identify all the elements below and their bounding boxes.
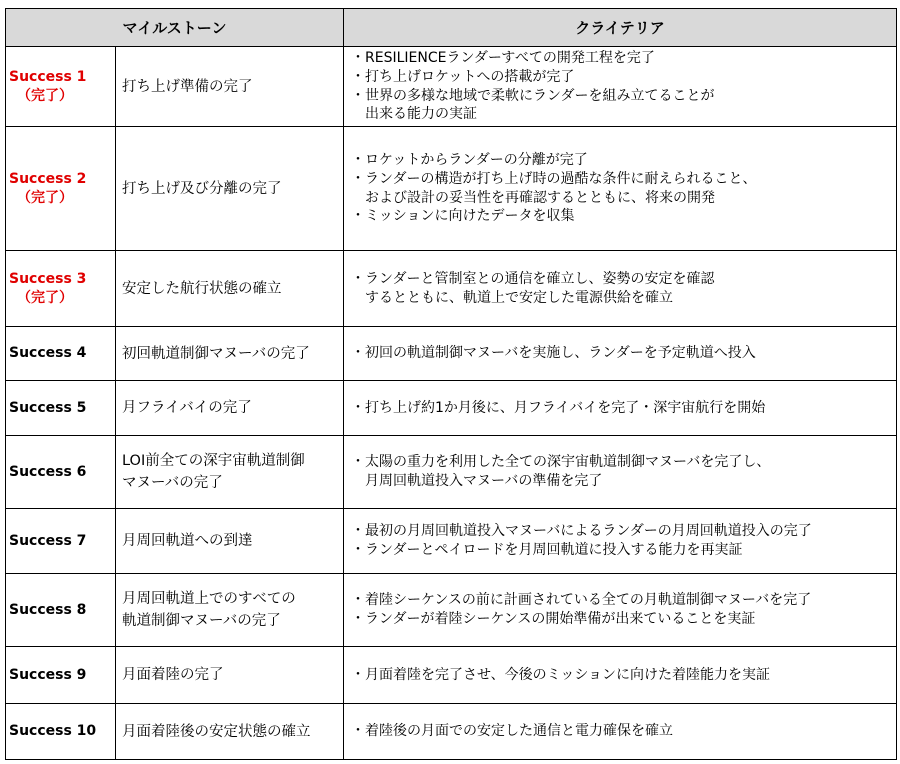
criteria-cell (344, 251, 897, 327)
success-id: Success 3 (9, 270, 87, 287)
milestone-cell (116, 47, 344, 127)
criteria-cell (344, 647, 897, 704)
milestone-cell (116, 327, 344, 381)
success-id-cell (6, 574, 116, 647)
criteria-line: 出来る能力の実証 (365, 106, 478, 123)
milestone-text: 初回軌道制御マヌーバの完了 (122, 345, 310, 362)
table-row (6, 647, 897, 704)
success-id-cell (6, 381, 116, 436)
milestone-text: 軌道制御マヌーバの完了 (122, 613, 281, 629)
header-criteria: クライテリア (344, 9, 897, 47)
criteria-cell (344, 381, 897, 436)
header-milestone: マイルストーン (6, 9, 344, 47)
criteria-line: 月周回軌道投入マヌーバの準備を完了 (365, 473, 603, 489)
milestone-cell (116, 647, 344, 704)
table-row (6, 127, 897, 251)
success-id-cell (6, 251, 116, 327)
milestone-cell (116, 436, 344, 509)
criteria-line: ・ 打ち上げ約1か月後に、月フライバイを完了・深宇宙航行を開始 (351, 399, 896, 418)
table-row (6, 509, 897, 574)
success-id: Success 8 (9, 601, 87, 618)
success-id-cell (6, 704, 116, 760)
criteria-cell (344, 127, 897, 251)
success-id-cell (6, 127, 116, 251)
milestone-text: 月周回軌道への到達 (122, 533, 253, 549)
milestone-table (5, 8, 897, 760)
milestone-cell (116, 704, 344, 760)
milestone-text: 月面着陸の完了 (122, 667, 224, 683)
status-badge: （完了） (17, 87, 73, 104)
criteria-cell (344, 327, 897, 381)
success-id-cell (6, 436, 116, 509)
milestone-cell (116, 509, 344, 574)
table-row (6, 381, 897, 436)
status-badge: （完了） (17, 189, 73, 206)
success-id-cell (6, 327, 116, 381)
success-id-cell (6, 647, 116, 704)
criteria-line: ・ 着陸後の月面での安定した通信と電力確保を確立 (351, 722, 896, 741)
criteria-line: ・ ミッションに向けたデータを収集 (351, 207, 896, 226)
criteria-line: するとともに、軌道上で安定した電源供給を確立 (365, 289, 674, 306)
success-id: Success 4 (9, 345, 87, 361)
table-row (6, 251, 897, 327)
success-id: Success 7 (9, 532, 87, 549)
criteria-line: ・ ランダーとペイロードを月周回軌道に投入する能力を再実証 (351, 541, 896, 560)
criteria-cell (344, 47, 897, 127)
success-id: Success 2 (9, 170, 87, 187)
success-id: Success 1 (9, 68, 87, 85)
criteria-line: ・ ランダーの構造が打ち上げ時の過酷な条件に耐えられること、 (351, 170, 896, 189)
criteria-line: および設計の妥当性を再確認するとともに、将来の開発 (365, 189, 716, 206)
milestone-text: 打ち上げ及び分離の完了 (122, 180, 282, 197)
criteria-line: ・ 太陽の重力を利用した全ての深宇宙軌道制御マヌーバを完了し、 (351, 453, 896, 472)
criteria-line: ・ 世界の多様な地域で柔軟にランダーを組み立てることが (351, 87, 896, 106)
milestone-text: 安定した航行状態の確立 (122, 280, 282, 297)
milestone-cell (116, 381, 344, 436)
milestone-table-container (5, 8, 897, 760)
milestone-cell (116, 127, 344, 251)
table-row (6, 436, 897, 509)
criteria-cell (344, 509, 897, 574)
milestone-text: 月周回軌道上でのすべての (122, 591, 296, 607)
criteria-cell (344, 436, 897, 509)
milestone-text: 月面着陸後の安定状態の確立 (122, 723, 311, 740)
criteria-line: ・ ランダーが着陸シーケンスの開始準備が出来ていることを実証 (351, 610, 896, 629)
criteria-line: ・ ロケットからランダーの分離が完了 (351, 151, 896, 170)
success-id-cell (6, 509, 116, 574)
success-id: Success 10 (9, 723, 97, 739)
criteria-cell (344, 704, 897, 760)
success-id: Success 5 (9, 399, 87, 416)
milestone-text: マヌーバの完了 (122, 475, 223, 491)
milestone-text: LOI前全ての深宇宙軌道制御 (122, 453, 305, 469)
criteria-line: ・ 初回の軌道制御マヌーバを実施し、ランダーを予定軌道へ投入 (351, 344, 896, 363)
criteria-line: ・ 着陸シーケンスの前に計画されている全ての月軌道制御マヌーバを完了 (351, 591, 896, 610)
success-id: Success 9 (9, 666, 87, 683)
table-row (6, 47, 897, 127)
milestone-text: 月フライバイの完了 (122, 400, 252, 416)
table-row (6, 327, 897, 381)
table-body (6, 47, 897, 760)
criteria-line: ・ 最初の月周回軌道投入マヌーバによるランダーの月周回軌道投入の完了 (351, 522, 896, 541)
criteria-cell (344, 574, 897, 647)
milestone-cell (116, 251, 344, 327)
criteria-line: ・ 月面着陸を完了させ、今後のミッションに向けた着陸能力を実証 (351, 666, 896, 685)
success-id-cell (6, 47, 116, 127)
success-id: Success 6 (9, 463, 87, 480)
milestone-text: 打ち上げ準備の完了 (122, 78, 253, 95)
table-row (6, 574, 897, 647)
status-badge: （完了） (17, 289, 73, 306)
criteria-line: ・ RESILIENCEランダーすべての開発工程を完了 (351, 49, 896, 68)
criteria-line: ・ ランダーと管制室との通信を確立し、姿勢の安定を確認 (351, 270, 896, 289)
milestone-cell (116, 574, 344, 647)
table-header-row (6, 9, 897, 47)
criteria-line: ・ 打ち上げロケットへの搭載が完了 (351, 68, 896, 87)
table-row (6, 704, 897, 760)
